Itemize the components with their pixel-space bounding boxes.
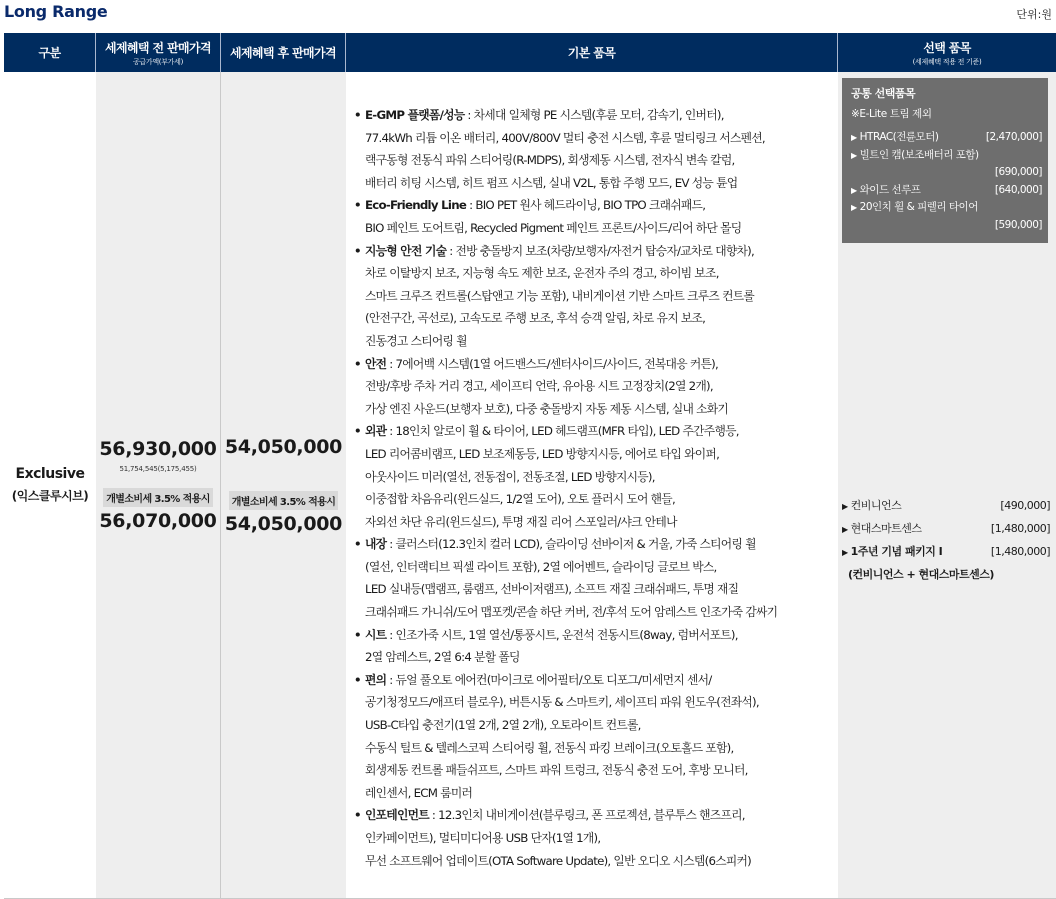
common-option-name: HTRAC(전륜모터) xyxy=(859,131,939,143)
basic-item xyxy=(352,624,836,669)
option-price: [1,480,000] xyxy=(990,522,1050,535)
post-tax-price: 54,050,000 xyxy=(224,435,343,458)
header-post-tax-label: 세제혜택 후 판매가격 xyxy=(229,46,337,60)
triangle-bullet-icon: ▶ xyxy=(842,548,848,557)
basic-item-line xyxy=(365,240,836,263)
table-header xyxy=(4,33,1056,72)
header-option xyxy=(838,33,1056,72)
basic-item-line: 차로 이탈방지 보조, 지능형 속도 제한 보조, 운전자 주의 경고, 하이빔 보조, xyxy=(365,266,719,281)
options-list xyxy=(842,495,1050,586)
trim-cell xyxy=(4,72,96,898)
basic-item-text: : 인조가죽 시트, 1열 열선/통풍시트, 운전석 전동시트(8way, 럼버서포트), xyxy=(386,627,738,642)
basic-item-line: LED 실내등(맵램프, 룸램프, 선바이저램프), 소프트 재질 크래쉬패드, 투명 재질 xyxy=(365,582,739,597)
pre-tax-cell xyxy=(96,72,221,898)
option-item xyxy=(842,495,1050,518)
unit-label: 단위:원 xyxy=(1016,8,1052,21)
triangle-bullet-icon: ▶ xyxy=(851,133,857,142)
basic-item-head: Eco-Friendly Line xyxy=(365,198,467,213)
basic-item-line: 아웃사이드 미러(열선, 전동접이, 전동조절, LED 방향지시등), xyxy=(365,469,655,484)
trim-row xyxy=(4,72,1056,899)
pre-tax-supply: 51,754,545(5,175,455) xyxy=(119,465,197,473)
basic-item-text: : BIO PET 원사 헤드라이닝, BIO TPO 크래쉬패드, xyxy=(466,198,706,213)
common-option-name: 와이드 선루프 xyxy=(859,183,921,196)
basic-item-line: 전방/후방 주차 거리 경고, 세이프티 언락, 유아용 시트 고정장치(2열 2개), xyxy=(365,379,713,394)
common-options-note: ※E-Lite 트림 제외 xyxy=(851,108,932,120)
header-category-label: 구분 xyxy=(38,46,61,60)
basic-item-line xyxy=(365,420,836,443)
option-name: 1주년 기념 패키지 I xyxy=(850,545,943,558)
basic-item-head: 지능형 안전 기술 xyxy=(365,243,447,258)
basic-item-line: 2열 암레스트, 2열 6:4 분할 폴딩 xyxy=(365,650,520,665)
triangle-bullet-icon: ▶ xyxy=(842,525,848,534)
header-pre-tax-label: 세제혜택 전 판매가격 xyxy=(104,40,212,55)
basic-item-line: 진동경고 스티어링 휠 xyxy=(365,333,467,348)
option-name: 컨비니언스 xyxy=(850,499,902,512)
basic-item-text: : 듀얼 풀오토 에어컨(마이크로 에어필터/오토 디포그/미세먼지 센서/ xyxy=(386,672,712,687)
basic-item-line: 배터리 히팅 시스템, 히트 펌프 시스템, 실내 V2L, 통합 주행 모드, EV 성능 튠업 xyxy=(365,175,738,190)
basic-item-line: 수동식 틸트 & 텔레스코픽 스티어링 휠, 전동식 파킹 브레이크(오토홀드 포함), xyxy=(365,740,734,755)
basic-item-line xyxy=(365,804,836,827)
basic-items-list xyxy=(352,104,836,872)
basic-item-line: 인카페이먼트), 멀티미디어용 USB 단자(1열 1개), xyxy=(365,831,601,845)
trim-sub: (익스클루시브) xyxy=(11,489,89,503)
basic-item-line xyxy=(365,624,836,647)
bullet-icon: • xyxy=(354,424,361,439)
basic-item-head: 시트 xyxy=(365,627,387,642)
basic-item-head: 내장 xyxy=(365,537,387,552)
basic-item-line: BIO 페인트 도어트림, Recycled Pigment 페인트 프론트/사이드/리어 하단 몰딩 xyxy=(365,220,742,235)
option-price: [1,480,000] xyxy=(990,545,1050,558)
common-options-title: 공통 선택품목 xyxy=(851,87,916,100)
basic-item xyxy=(352,194,836,239)
common-option-price: [2,470,000] xyxy=(985,131,1042,143)
bullet-icon: • xyxy=(354,808,361,823)
options-cell xyxy=(838,72,1056,898)
basic-item-line: (열선, 인터랙티브 픽셀 라이트 포함), 2열 에어벤트, 슬라이딩 글로브 박스, xyxy=(365,559,717,574)
basic-item-text: : 18인치 알로이 휠 & 타이어, LED 헤드램프(MFR 타입), LED 주간주행등, xyxy=(386,424,739,439)
trim-name: Exclusive xyxy=(15,466,85,482)
basic-item-line: 회생제동 컨트롤 패들쉬프트, 스마트 파워 트렁크, 전동식 충전 도어, 후방 모니터, xyxy=(365,763,748,778)
basic-item xyxy=(352,104,836,194)
basic-item-line: 이중접합 차음유리(윈드실드, 1/2열 도어), 오토 플러시 도어 핸들, xyxy=(365,492,675,507)
common-option-item xyxy=(851,129,1042,147)
common-option-price: [690,000] xyxy=(994,166,1042,178)
option-sub: (컨비니언스 + 현대스마트센스) xyxy=(848,568,994,581)
common-option-item xyxy=(851,147,1042,182)
basic-item-head: 인포테인먼트 xyxy=(365,808,429,823)
option-name: 현대스마트센스 xyxy=(850,522,922,535)
basic-item-line: 랙구동형 전동식 파워 스티어링(R-MDPS), 회생제동 시스템, 전자식 변속 칼럼, xyxy=(365,153,735,168)
bullet-icon: • xyxy=(354,627,361,642)
header-basic xyxy=(346,33,838,72)
basic-item-text: : 차세대 일체형 PE 시스템(후륜 모터, 감속기, 인버터), xyxy=(464,108,724,122)
basic-item-head: E-GMP 플랫폼/성능 xyxy=(365,108,465,122)
pre-tax-badge: 개별소비세 3.5% 적용시 xyxy=(103,488,213,507)
pre-tax-price-35: 56,070,000 xyxy=(99,510,217,532)
basic-item-head: 외관 xyxy=(365,424,387,439)
header-option-label: 선택 품목 xyxy=(923,40,971,55)
common-options-box xyxy=(842,78,1048,243)
triangle-bullet-icon: ▶ xyxy=(851,150,857,160)
basic-item-line xyxy=(365,353,836,376)
basic-item-line: 스마트 크루즈 컨트롤(스탑앤고 기능 포함), 내비게이션 기반 스마트 크루즈 컨트롤 xyxy=(365,288,755,303)
basic-item xyxy=(352,420,836,533)
basic-item-line: 레인센서, ECM 룸미러 xyxy=(365,785,473,800)
basic-item-line: 무선 소프트웨어 업데이트(OTA Software Update), 일반 오디오 시스템(6스피커) xyxy=(365,853,751,868)
header-pre-tax xyxy=(96,33,221,72)
basic-item-text: : 7에어백 시스템(1열 어드밴스드/센터사이드/사이드, 전복대응 커튼), xyxy=(386,356,718,371)
basic-item-line xyxy=(365,533,836,556)
common-option-price: [640,000] xyxy=(994,183,1042,196)
bullet-icon: • xyxy=(354,108,361,122)
header-pre-tax-sub: 공급가액(부가세) xyxy=(132,57,184,66)
bullet-icon: • xyxy=(354,672,361,687)
basic-item-line: 크래쉬패드 가니쉬/도어 맵포켓/콘솔 하단 커버, 전/후석 도어 암레스트 인조가죽 감싸기 xyxy=(365,605,778,620)
basic-item-line: (안전구간, 곡선로), 고속도로 주행 보조, 후석 승객 알림, 차로 유지 보조, xyxy=(365,311,706,326)
option-item xyxy=(842,518,1050,541)
header-category xyxy=(4,33,96,72)
common-option-item xyxy=(851,182,1042,200)
triangle-bullet-icon: ▶ xyxy=(851,203,857,212)
post-tax-price-35: 54,050,000 xyxy=(224,512,343,535)
option-price: [490,000] xyxy=(1000,499,1050,512)
header-basic-label: 기본 품목 xyxy=(567,46,616,60)
basic-item-line: 공기청정모드/애프터 블로우), 버튼시동 & 스마트키, 세이프티 파워 윈도우(전좌석), xyxy=(365,695,759,710)
post-tax-badge: 개별소비세 3.5% 적용시 xyxy=(229,491,339,510)
basic-item-line xyxy=(365,104,836,127)
bullet-icon: • xyxy=(354,537,361,552)
bullet-icon: • xyxy=(354,198,361,213)
basic-item-line xyxy=(365,669,836,692)
common-option-name: 20인치 휠 & 피렐리 타이어 xyxy=(859,201,978,213)
basic-item-line: 77.4kWh 리튬 이온 배터리, 400V/800V 멀티 충전 시스템, 후륜 멀티링크 서스펜션, xyxy=(365,130,765,145)
basic-item-line: 자외선 차단 유리(윈드실드), 투명 재질 리어 스포일러/샤크 안테나 xyxy=(365,514,677,529)
basic-item-line: 가상 엔진 사운드(보행자 보호), 다중 충돌방지 자동 제동 시스템, 실내 소화기 xyxy=(365,401,729,416)
basic-item-head: 안전 xyxy=(365,356,387,371)
basic-item-head: 편의 xyxy=(365,672,387,687)
basic-item xyxy=(352,804,836,872)
basic-item-text: : 전방 충돌방지 보조(차량/보행자/자전거 탑승자/교차로 대향차), xyxy=(446,243,754,258)
triangle-bullet-icon: ▶ xyxy=(842,502,848,511)
basic-item-line: USB-C타입 충전기(1열 2개, 2열 2개), 오토라이트 컨트롤, xyxy=(365,718,641,733)
bullet-icon: • xyxy=(354,243,361,258)
pre-tax-price: 56,930,000 xyxy=(99,438,217,460)
basic-item xyxy=(352,669,836,805)
header-post-tax xyxy=(221,33,346,72)
basic-item-line: LED 리어콤비램프, LED 보조제동등, LED 방향지시등, 에어로 타입 와이퍼, xyxy=(365,446,720,461)
basic-item-text: : 클러스터(12.3인치 컬러 LCD), 슬라이딩 선바이저 & 거울, 가죽 스티어링 휠 xyxy=(386,537,756,552)
bullet-icon: • xyxy=(354,356,361,371)
common-option-price: [590,000] xyxy=(994,218,1042,231)
basic-item xyxy=(352,240,836,353)
header-option-sub: (세제혜택 적용 전 기준) xyxy=(912,57,982,66)
common-option-name: 빌트인 캠(보조배터리 포함) xyxy=(859,148,979,161)
basic-items-cell xyxy=(346,72,838,898)
basic-item xyxy=(352,353,836,421)
option-item xyxy=(842,541,1050,586)
page-title: Long Range xyxy=(4,2,108,21)
triangle-bullet-icon: ▶ xyxy=(851,185,857,195)
basic-item-line xyxy=(365,194,836,217)
post-tax-cell xyxy=(221,72,346,898)
basic-item-text: : 12.3인치 내비게이션(블루링크, 폰 프로젝션, 블루투스 핸즈프리, xyxy=(428,808,745,823)
basic-item xyxy=(352,533,836,623)
common-option-item xyxy=(851,199,1042,234)
common-options-list xyxy=(851,129,1042,234)
